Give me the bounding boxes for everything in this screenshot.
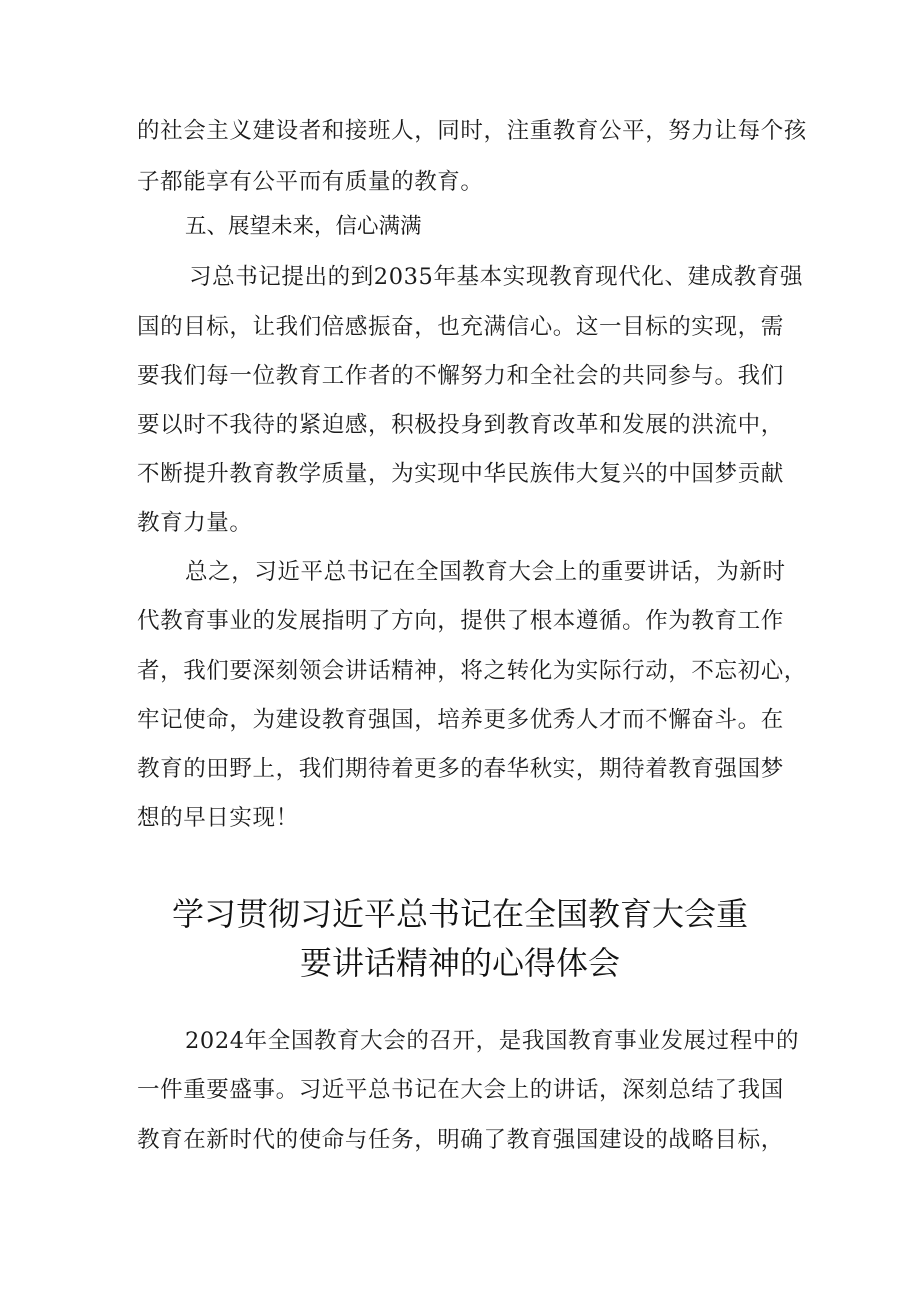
paragraph-line: 的社会主义建设者和接班人，同时，注重教育公平，努力让每个孩	[137, 118, 807, 144]
paragraph-line: 子都能享有公平而有质量的教育。	[137, 169, 484, 195]
paragraph-line: 教育在新时代的使命与任务，明确了教育强国建设的战略目标，	[137, 1127, 784, 1153]
paragraph-line: 教育的田野上，我们期待着更多的春华秋实，期待着教育强国梦	[137, 756, 784, 782]
paragraph-line: 总之，习近平总书记在全国教育大会上的重要讲话，为新时	[185, 559, 786, 585]
article-title-line-2: 要讲话精神的心得体会	[299, 944, 620, 982]
paragraph-line: 不断提升教育教学质量，为实现中华民族伟大复兴的中国梦贡献	[137, 461, 784, 487]
paragraph-line: 代教育事业的发展指明了方向，提供了根本遵循。作为教育工作	[137, 608, 784, 634]
paragraph-line: 要以时不我待的紧迫感，积极投身到教育改革和发展的洪流中，	[137, 412, 784, 438]
paragraph-line: 者，我们要深刻领会讲话精神，将之转化为实际行动，不忘初心，	[137, 658, 807, 684]
paragraph-line: 习总书记提出的到2035年基本实现教育现代化、建成教育强	[189, 264, 804, 290]
paragraph-line: 教育力量。	[137, 510, 253, 536]
paragraph-line: 一件重要盛事。习近平总书记在大会上的讲话，深刻总结了我国	[137, 1077, 784, 1103]
section-heading: 五、展望未来，信心满满	[185, 214, 422, 239]
paragraph-line: 国的目标，让我们倍感振奋，也充满信心。这一目标的实现，需	[137, 314, 784, 340]
paragraph-line: 2024年全国教育大会的召开，是我国教育事业发展过程中的	[185, 1028, 800, 1054]
paragraph-line: 想的早日实现！	[137, 805, 299, 831]
article-title-line-1: 学习贯彻习近平总书记在全国教育大会重	[171, 895, 748, 933]
paragraph-line: 要我们每一位教育工作者的不懈努力和全社会的共同参与。我们	[137, 363, 784, 389]
paragraph-line: 牢记使命，为建设教育强国，培养更多优秀人才而不懈奋斗。在	[137, 707, 784, 733]
